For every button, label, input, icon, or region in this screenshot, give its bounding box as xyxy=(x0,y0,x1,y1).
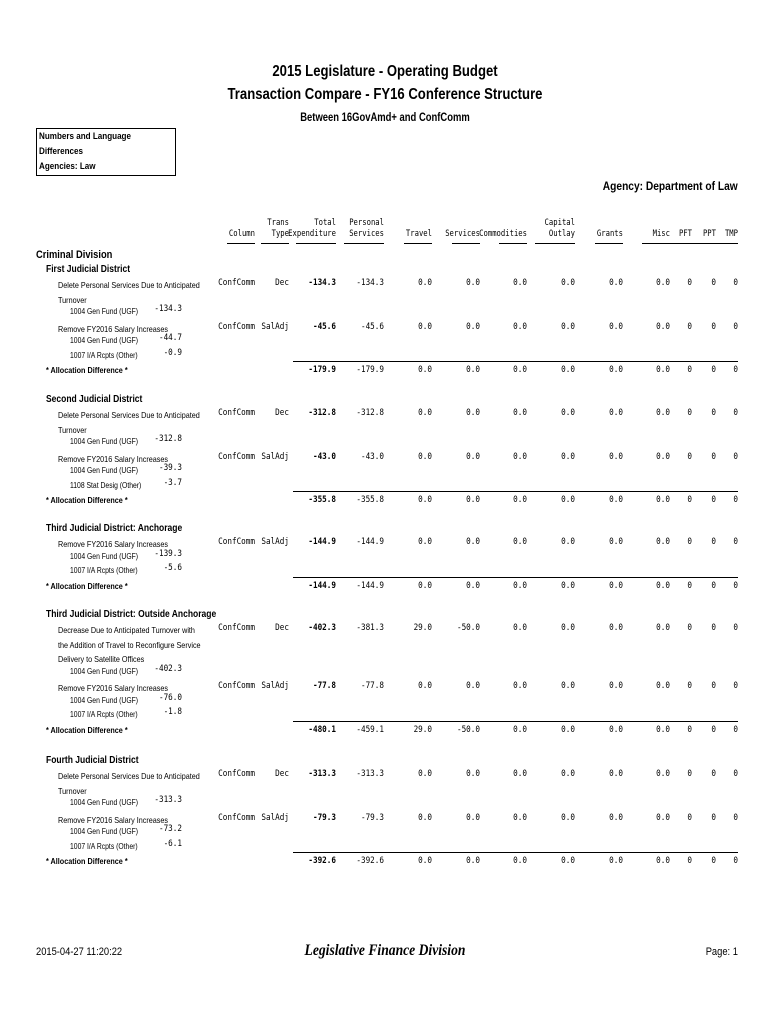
total-pft: 0 xyxy=(687,580,692,591)
cell-column: ConfComm xyxy=(218,681,255,691)
column-header-misc: Misc xyxy=(652,229,670,239)
cell-column: ConfComm xyxy=(218,812,255,823)
total-capital: 0.0 xyxy=(561,365,575,375)
cell-tmp: 0 xyxy=(733,278,738,288)
cell-travel: 0.0 xyxy=(418,451,432,462)
total-services: 0.0 xyxy=(466,495,480,505)
cell-ppt: 0 xyxy=(711,537,716,547)
total-commodities: 0.0 xyxy=(513,856,527,866)
total-travel: 0.0 xyxy=(418,580,432,591)
line-item-description: Decrease Due to Anticipated Turnover with the Addition of Travel to Reconfigure Service Delivery to Satellite Offices xyxy=(58,625,201,664)
total-total: -144.9 xyxy=(308,580,336,591)
cell-ppt: 0 xyxy=(711,408,716,418)
cell-pft: 0 xyxy=(687,537,692,547)
total-services: 0.0 xyxy=(466,580,480,591)
subtotal-rule xyxy=(293,491,738,492)
cell-services: 0.0 xyxy=(466,812,480,823)
cell-trans-type: SalAdj xyxy=(261,451,289,462)
total-ppt: 0 xyxy=(711,856,716,866)
cell-travel: 0.0 xyxy=(418,537,432,547)
fund-source-amount: -134.3 xyxy=(154,304,182,314)
filter-line-2: Differences xyxy=(39,146,83,157)
cell-misc: 0.0 xyxy=(656,812,670,823)
cell-misc: 0.0 xyxy=(656,408,670,418)
cell-tmp: 0 xyxy=(733,408,738,418)
cell-tmp: 0 xyxy=(733,681,738,691)
fund-source-label: 1004 Gen Fund (UGF) xyxy=(70,798,139,807)
column-header-underline xyxy=(344,243,384,244)
filter-line-1: Numbers and Language xyxy=(39,131,131,142)
cell-commodities: 0.0 xyxy=(513,408,527,418)
cell-personal: -312.8 xyxy=(356,408,384,418)
cell-tmp: 0 xyxy=(733,321,738,332)
cell-trans-type: Dec xyxy=(275,408,289,418)
cell-capital: 0.0 xyxy=(561,537,575,547)
cell-column: ConfComm xyxy=(218,278,255,288)
allocation-difference-label: * Allocation Difference * xyxy=(46,365,128,375)
fund-source-label: 1004 Gen Fund (UGF) xyxy=(70,307,139,316)
total-capital: 0.0 xyxy=(561,856,575,866)
column-header-total: Total Expenditure xyxy=(288,218,336,239)
column-header-underline xyxy=(404,243,432,244)
division-title: Criminal Division xyxy=(36,249,113,261)
cell-grants: 0.0 xyxy=(609,769,623,779)
allocation-difference-label: * Allocation Difference * xyxy=(46,856,128,866)
cell-personal: -313.3 xyxy=(356,769,384,779)
cell-travel: 0.0 xyxy=(418,278,432,288)
column-header-underline xyxy=(452,243,480,244)
total-personal: -144.9 xyxy=(356,580,384,591)
total-personal: -355.8 xyxy=(356,495,384,505)
cell-total: -313.3 xyxy=(308,769,336,779)
cell-pft: 0 xyxy=(687,321,692,332)
cell-column: ConfComm xyxy=(218,451,255,462)
total-commodities: 0.0 xyxy=(513,580,527,591)
subtotal-rule xyxy=(293,361,738,362)
allocation-difference-label: * Allocation Difference * xyxy=(46,495,128,505)
total-total: -480.1 xyxy=(308,724,336,735)
report-comparison: Between 16GovAmd+ and ConfComm xyxy=(300,112,470,124)
fund-source-label: 1007 I/A Rcpts (Other) xyxy=(70,841,138,851)
cell-capital: 0.0 xyxy=(561,451,575,462)
fund-source-amount: -0.9 xyxy=(163,347,182,358)
total-ppt: 0 xyxy=(711,580,716,591)
report-title: 2015 Legislature - Operating Budget xyxy=(272,63,498,80)
column-header-personal: Personal Services xyxy=(349,218,384,239)
cell-travel: 0.0 xyxy=(418,769,432,779)
cell-services: 0.0 xyxy=(466,451,480,462)
total-total: -355.8 xyxy=(308,495,336,505)
cell-personal: -381.3 xyxy=(356,623,384,633)
total-pft: 0 xyxy=(687,856,692,866)
column-header-services: Services xyxy=(445,229,480,239)
fund-source-label: 1004 Gen Fund (UGF) xyxy=(70,551,139,561)
cell-pft: 0 xyxy=(687,408,692,418)
fund-source-amount: -6.1 xyxy=(163,838,182,849)
total-tmp: 0 xyxy=(733,495,738,505)
total-capital: 0.0 xyxy=(561,495,575,505)
line-item-description: Delete Personal Services Due to Anticipated Turnover xyxy=(58,771,200,796)
cell-column: ConfComm xyxy=(218,408,255,418)
cell-travel: 0.0 xyxy=(418,681,432,691)
fund-source-amount: -44.7 xyxy=(158,333,182,343)
column-header-commodities: Commodities xyxy=(479,229,527,239)
cell-commodities: 0.0 xyxy=(513,321,527,332)
cell-personal: -43.0 xyxy=(360,451,384,462)
cell-ppt: 0 xyxy=(711,681,716,691)
cell-misc: 0.0 xyxy=(656,451,670,462)
total-services: 0.0 xyxy=(466,856,480,866)
fund-source-label: 1004 Gen Fund (UGF) xyxy=(70,666,139,676)
cell-grants: 0.0 xyxy=(609,321,623,332)
total-personal: -459.1 xyxy=(356,724,384,735)
cell-misc: 0.0 xyxy=(656,681,670,691)
cell-commodities: 0.0 xyxy=(513,769,527,779)
cell-commodities: 0.0 xyxy=(513,537,527,547)
cell-trans-type: Dec xyxy=(275,769,289,779)
section-title: Second Judicial District xyxy=(46,394,143,405)
cell-pft: 0 xyxy=(687,278,692,288)
total-grants: 0.0 xyxy=(609,365,623,375)
cell-services: -50.0 xyxy=(456,623,480,633)
total-tmp: 0 xyxy=(733,365,738,375)
cell-commodities: 0.0 xyxy=(513,623,527,633)
total-commodities: 0.0 xyxy=(513,724,527,735)
cell-services: 0.0 xyxy=(466,408,480,418)
cell-total: -79.3 xyxy=(312,812,336,823)
cell-pft: 0 xyxy=(687,451,692,462)
fund-source-label: 1007 I/A Rcpts (Other) xyxy=(70,350,138,360)
fund-source-amount: -73.2 xyxy=(158,824,182,834)
cell-tmp: 0 xyxy=(733,812,738,823)
cell-column: ConfComm xyxy=(218,623,255,633)
total-travel: 0.0 xyxy=(418,365,432,375)
fund-source-label: 1004 Gen Fund (UGF) xyxy=(70,827,139,836)
agency-label: Agency: Department of Law xyxy=(603,179,738,193)
cell-personal: -79.3 xyxy=(360,812,384,823)
cell-services: 0.0 xyxy=(466,681,480,691)
total-misc: 0.0 xyxy=(656,856,670,866)
filter-line-3: Agencies: Law xyxy=(39,161,96,172)
fund-source-label: 1007 I/A Rcpts (Other) xyxy=(70,566,138,575)
line-item-description: Remove FY2016 Salary Increases xyxy=(58,814,169,825)
total-misc: 0.0 xyxy=(656,365,670,375)
section-title: Third Judicial District: Anchorage xyxy=(46,523,183,534)
cell-trans-type: SalAdj xyxy=(261,537,289,547)
cell-pft: 0 xyxy=(687,812,692,823)
column-header-underline xyxy=(499,243,527,244)
total-total: -179.9 xyxy=(308,365,336,375)
total-personal: -179.9 xyxy=(356,365,384,375)
cell-capital: 0.0 xyxy=(561,321,575,332)
subtotal-rule xyxy=(293,577,738,578)
cell-misc: 0.0 xyxy=(656,321,670,332)
fund-source-amount: -3.7 xyxy=(163,477,182,488)
fund-source-amount: -5.6 xyxy=(163,563,182,573)
cell-total: -402.3 xyxy=(308,623,336,633)
column-header-underline xyxy=(710,243,738,244)
fund-source-label: 1004 Gen Fund (UGF) xyxy=(70,336,139,345)
total-grants: 0.0 xyxy=(609,495,623,505)
cell-pft: 0 xyxy=(687,623,692,633)
total-tmp: 0 xyxy=(733,856,738,866)
fund-source-label: 1108 Stat Desig (Other) xyxy=(70,480,142,490)
total-grants: 0.0 xyxy=(609,580,623,591)
fund-source-label: 1007 I/A Rcpts (Other) xyxy=(70,710,138,719)
cell-column: ConfComm xyxy=(218,537,255,547)
total-pft: 0 xyxy=(687,365,692,375)
total-grants: 0.0 xyxy=(609,856,623,866)
line-item-description: Delete Personal Services Due to Anticipated Turnover xyxy=(58,410,200,435)
cell-travel: 0.0 xyxy=(418,408,432,418)
cell-grants: 0.0 xyxy=(609,623,623,633)
fund-source-label: 1004 Gen Fund (UGF) xyxy=(70,695,139,705)
total-commodities: 0.0 xyxy=(513,365,527,375)
cell-ppt: 0 xyxy=(711,769,716,779)
column-header-pft: PFT xyxy=(678,229,692,239)
total-capital: 0.0 xyxy=(561,580,575,591)
total-pft: 0 xyxy=(687,724,692,735)
cell-personal: -134.3 xyxy=(356,278,384,288)
cell-services: 0.0 xyxy=(466,278,480,288)
cell-column: ConfComm xyxy=(218,769,255,779)
total-travel: 0.0 xyxy=(418,495,432,505)
cell-total: -144.9 xyxy=(308,537,336,547)
cell-services: 0.0 xyxy=(466,321,480,332)
total-tmp: 0 xyxy=(733,580,738,591)
cell-total: -134.3 xyxy=(308,278,336,288)
subtotal-rule xyxy=(293,852,738,853)
total-grants: 0.0 xyxy=(609,724,623,735)
total-tmp: 0 xyxy=(733,724,738,735)
fund-source-amount: -313.3 xyxy=(154,795,182,805)
cell-misc: 0.0 xyxy=(656,537,670,547)
cell-grants: 0.0 xyxy=(609,451,623,462)
column-header-capital: Capital Outlay xyxy=(544,218,575,239)
total-capital: 0.0 xyxy=(561,724,575,735)
total-travel: 0.0 xyxy=(418,856,432,866)
cell-total: -77.8 xyxy=(312,681,336,691)
cell-commodities: 0.0 xyxy=(513,278,527,288)
cell-capital: 0.0 xyxy=(561,408,575,418)
footer-org: Legislative Finance Division xyxy=(304,942,466,959)
column-header-ppt: PPT xyxy=(702,229,716,239)
cell-total: -45.6 xyxy=(312,321,336,332)
cell-capital: 0.0 xyxy=(561,812,575,823)
cell-capital: 0.0 xyxy=(561,278,575,288)
cell-trans-type: Dec xyxy=(275,623,289,633)
line-item-description: Remove FY2016 Salary Increases xyxy=(58,453,169,464)
column-header-underline xyxy=(296,243,336,244)
cell-ppt: 0 xyxy=(711,812,716,823)
cell-ppt: 0 xyxy=(711,623,716,633)
cell-total: -312.8 xyxy=(308,408,336,418)
cell-grants: 0.0 xyxy=(609,537,623,547)
cell-trans-type: SalAdj xyxy=(261,681,289,691)
cell-tmp: 0 xyxy=(733,451,738,462)
total-total: -392.6 xyxy=(308,856,336,866)
total-ppt: 0 xyxy=(711,365,716,375)
total-personal: -392.6 xyxy=(356,856,384,866)
cell-capital: 0.0 xyxy=(561,681,575,691)
cell-travel: 29.0 xyxy=(413,623,432,633)
cell-tmp: 0 xyxy=(733,537,738,547)
fund-source-amount: -312.8 xyxy=(154,434,182,444)
cell-commodities: 0.0 xyxy=(513,812,527,823)
total-pft: 0 xyxy=(687,495,692,505)
cell-misc: 0.0 xyxy=(656,623,670,633)
column-header-underline xyxy=(535,243,575,244)
line-item-description: Remove FY2016 Salary Increases xyxy=(58,683,169,693)
cell-services: 0.0 xyxy=(466,537,480,547)
cell-pft: 0 xyxy=(687,769,692,779)
total-misc: 0.0 xyxy=(656,580,670,591)
section-title: Third Judicial District: Outside Anchorage xyxy=(46,609,217,620)
footer-date: 2015-04-27 11:20:22 xyxy=(36,946,123,958)
cell-trans-type: SalAdj xyxy=(261,812,289,823)
cell-capital: 0.0 xyxy=(561,623,575,633)
fund-source-amount: -1.8 xyxy=(163,707,182,717)
fund-source-amount: -139.3 xyxy=(154,548,182,559)
column-header-grants: Grants xyxy=(596,229,623,239)
section-title: Fourth Judicial District xyxy=(46,755,139,766)
total-commodities: 0.0 xyxy=(513,495,527,505)
fund-source-label: 1004 Gen Fund (UGF) xyxy=(70,466,139,475)
column-header-trans-type: Trans Type xyxy=(267,218,289,239)
cell-grants: 0.0 xyxy=(609,278,623,288)
line-item-description: Remove FY2016 Salary Increases xyxy=(58,323,169,334)
cell-commodities: 0.0 xyxy=(513,681,527,691)
cell-pft: 0 xyxy=(687,681,692,691)
fund-source-amount: -402.3 xyxy=(154,663,182,674)
cell-grants: 0.0 xyxy=(609,408,623,418)
cell-ppt: 0 xyxy=(711,321,716,332)
fund-source-amount: -39.3 xyxy=(158,463,182,473)
column-header-underline xyxy=(261,243,289,244)
cell-personal: -77.8 xyxy=(360,681,384,691)
cell-personal: -45.6 xyxy=(360,321,384,332)
cell-tmp: 0 xyxy=(733,623,738,633)
fund-source-label: 1004 Gen Fund (UGF) xyxy=(70,437,139,446)
fund-source-amount: -76.0 xyxy=(158,692,182,703)
total-travel: 29.0 xyxy=(413,724,432,735)
section-title: First Judicial District xyxy=(46,264,131,275)
subtotal-rule xyxy=(293,721,738,722)
allocation-difference-label: * Allocation Difference * xyxy=(46,580,128,591)
cell-misc: 0.0 xyxy=(656,278,670,288)
column-header-underline xyxy=(595,243,623,244)
line-item-description: Remove FY2016 Salary Increases xyxy=(58,539,169,549)
total-ppt: 0 xyxy=(711,724,716,735)
cell-tmp: 0 xyxy=(733,769,738,779)
total-services: -50.0 xyxy=(456,724,480,735)
cell-capital: 0.0 xyxy=(561,769,575,779)
filter-box xyxy=(36,128,176,176)
cell-commodities: 0.0 xyxy=(513,451,527,462)
cell-column: ConfComm xyxy=(218,321,255,332)
cell-misc: 0.0 xyxy=(656,769,670,779)
total-ppt: 0 xyxy=(711,495,716,505)
cell-ppt: 0 xyxy=(711,451,716,462)
cell-trans-type: SalAdj xyxy=(261,321,289,332)
cell-travel: 0.0 xyxy=(418,812,432,823)
cell-personal: -144.9 xyxy=(356,537,384,547)
total-misc: 0.0 xyxy=(656,724,670,735)
allocation-difference-label: * Allocation Difference * xyxy=(46,724,128,735)
total-services: 0.0 xyxy=(466,365,480,375)
column-header-tmp: TMP xyxy=(724,229,738,239)
cell-trans-type: Dec xyxy=(275,278,289,288)
cell-grants: 0.0 xyxy=(609,812,623,823)
total-misc: 0.0 xyxy=(656,495,670,505)
report-subtitle: Transaction Compare - FY16 Conference Structure xyxy=(227,86,543,103)
column-header-column: Column xyxy=(228,229,255,239)
column-header-travel: Travel xyxy=(405,229,432,239)
line-item-description: Delete Personal Services Due to Anticipated Turnover xyxy=(58,280,200,305)
cell-travel: 0.0 xyxy=(418,321,432,332)
footer-page-number: Page: 1 xyxy=(705,946,738,958)
cell-ppt: 0 xyxy=(711,278,716,288)
cell-grants: 0.0 xyxy=(609,681,623,691)
column-header-underline xyxy=(227,243,255,244)
cell-total: -43.0 xyxy=(312,451,336,462)
cell-services: 0.0 xyxy=(466,769,480,779)
